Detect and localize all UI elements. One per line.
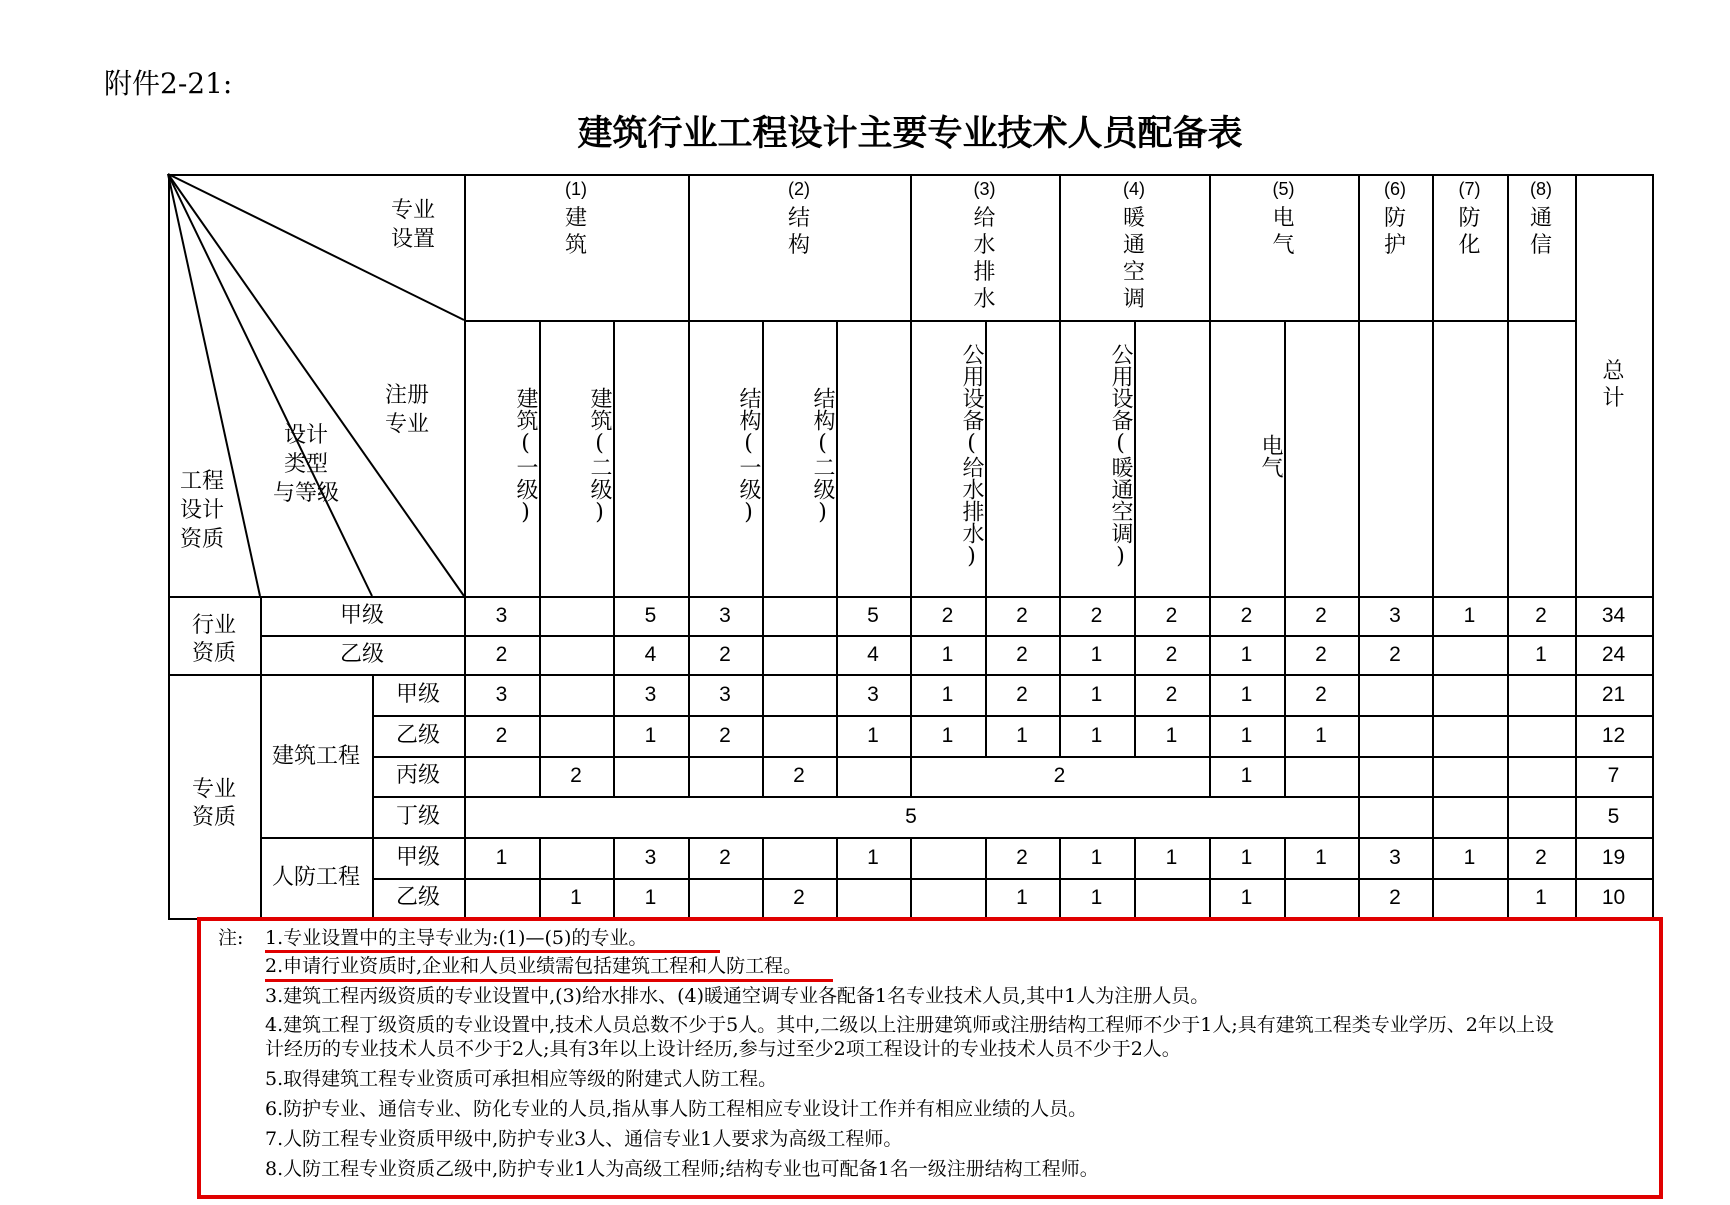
table-cell: 1	[644, 723, 657, 747]
table-cell: 2	[1389, 886, 1401, 909]
subcategory-divider	[372, 674, 374, 918]
note-item-3: 3.建筑工程丙级资质的专业设置中,(3)给水排水、(4)暖通空调专业各配备1名专业技术人员,其中1人为注册人员。	[265, 985, 1210, 1007]
table-cell: 3	[495, 603, 508, 627]
data-column-divider	[1507, 796, 1509, 837]
subheader-divider	[1507, 320, 1509, 596]
group-number-7: (7)	[1458, 179, 1481, 199]
group-number-1: (1)	[565, 179, 587, 199]
table-cell: 2	[1016, 603, 1028, 627]
industry-qualification-label: 行业 资质	[191, 613, 236, 666]
table-cell: 2	[1315, 682, 1327, 706]
data-column-divider	[613, 756, 615, 796]
grade-label: 甲级	[339, 602, 384, 628]
group-name-4: 暖 通 空 调	[1122, 206, 1145, 312]
data-column-divider	[1507, 674, 1509, 715]
table-cell: 1	[644, 886, 657, 909]
corner-specialty-setup-label: 专业 设置	[390, 198, 435, 252]
data-column-divider	[1358, 796, 1360, 837]
grade-label: 丙级	[395, 763, 440, 788]
table-cell: 1	[1165, 845, 1178, 869]
table-cell: 2	[1240, 603, 1253, 627]
note-item-7: 6.防护专业、通信专业、防化专业的人员,指从事人防工程相应专业设计工作并有相应业绩的人员。	[265, 1098, 1088, 1120]
data-column-divider	[762, 635, 764, 674]
data-column-divider	[1432, 878, 1434, 918]
table-cell: 1	[1090, 886, 1103, 909]
total-column-header: 总 计	[1602, 359, 1625, 411]
group-name-5: 电 气	[1272, 206, 1295, 258]
table-cell: 2	[941, 603, 954, 627]
table-cell: 2	[495, 723, 508, 747]
grade-label: 丁级	[395, 803, 440, 829]
subheader-divider	[1284, 320, 1286, 596]
data-column-divider	[539, 674, 541, 715]
table-cell: 1	[1240, 845, 1253, 869]
table-cell: 1	[1016, 723, 1028, 747]
table-cell: 2	[1315, 642, 1327, 666]
table-right-border	[1652, 174, 1654, 918]
specialty-qualification-label: 专业 资质	[191, 777, 236, 830]
data-column-divider	[836, 756, 838, 796]
subheader-divider	[985, 320, 987, 596]
table-cell: 1	[867, 845, 879, 869]
group-name-6: 防 护	[1383, 206, 1406, 258]
group-number-5: (5)	[1272, 179, 1295, 199]
subheader-9: 公用设备(暖通空调)	[1108, 343, 1133, 569]
subheader-4: 结构(一级)	[736, 387, 761, 525]
note-item-4: 4.建筑工程丁级资质的专业设置中,技术人员总数不少于5人。其中,二级以上注册建筑师或注册结构工程师不少于1人;具有建筑工程类专业学历、2年以上设	[265, 1014, 1554, 1036]
group-number-4: (4)	[1123, 179, 1145, 199]
data-column-divider	[539, 596, 541, 635]
note-item-1: 1.专业设置中的主导专业为:(1)—(5)的专业。	[265, 927, 648, 949]
data-column-divider	[910, 878, 912, 918]
data-column-divider	[464, 878, 466, 918]
table-cell: 1	[1240, 886, 1253, 909]
table-cell: 2	[1315, 603, 1327, 627]
data-column-divider	[1358, 715, 1360, 756]
subheader-divider	[1134, 320, 1136, 596]
data-column-divider	[688, 878, 690, 918]
table-cell: 2	[1090, 603, 1103, 627]
header-group-rule	[464, 320, 1575, 322]
group-name-8: 通 信	[1529, 206, 1552, 258]
data-column-divider	[836, 878, 838, 918]
page-title: 建筑行业工程设计主要专业技术人员配备表	[577, 114, 1243, 154]
total-cell: 10	[1601, 886, 1626, 909]
data-column-divider	[1432, 635, 1434, 674]
row-rule	[260, 837, 1652, 839]
row-rule	[372, 756, 1652, 758]
table-cell: 5	[905, 804, 917, 828]
subheader-divider	[836, 320, 838, 596]
red-underline	[265, 979, 833, 982]
subheader-divider	[1358, 320, 1360, 596]
total-cell: 19	[1601, 845, 1626, 869]
subheader-2: 建筑(二级)	[587, 387, 612, 525]
table-cell: 1	[1240, 682, 1253, 706]
total-cell: 7	[1607, 764, 1620, 787]
data-column-divider	[1134, 878, 1136, 918]
table-cell: 1	[570, 886, 582, 909]
table-cell: 2	[719, 642, 731, 666]
table-cell: 2	[1165, 682, 1178, 706]
table-cell: 2	[1389, 642, 1401, 666]
table-cell: 1	[495, 845, 508, 869]
total-cell: 24	[1601, 642, 1626, 666]
data-column-divider	[539, 715, 541, 756]
subheader-11: 电气	[1258, 434, 1283, 478]
corner-registered-specialty-label: 注册 专业	[384, 383, 429, 437]
data-column-divider	[1507, 715, 1509, 756]
table-cell: 3	[1389, 603, 1401, 627]
civil-defense-engineering-label: 人防工程	[271, 865, 360, 890]
data-column-divider	[1358, 756, 1360, 796]
table-cell: 1	[1090, 845, 1103, 869]
red-underline	[265, 950, 720, 953]
grade-label: 乙级	[395, 885, 440, 910]
table-cell: 3	[719, 682, 731, 706]
group-number-2: (2)	[788, 179, 810, 199]
subheader-divider	[613, 320, 615, 596]
table-cell: 3	[719, 603, 731, 627]
table-cell: 1	[1090, 723, 1103, 747]
group-number-6: (6)	[1384, 179, 1406, 199]
note-item-2: 2.申请行业资质时,企业和人员业绩需包括建筑工程和人防工程。	[265, 955, 803, 977]
data-column-divider	[1432, 796, 1434, 837]
total-cell: 5	[1607, 804, 1620, 828]
subheader-5: 结构(二级)	[810, 387, 835, 525]
grade-label: 甲级	[395, 681, 440, 707]
row-rule	[372, 878, 1652, 880]
attachment-label: 附件2-21:	[104, 67, 233, 100]
table-cell: 1	[867, 723, 879, 747]
table-cell: 2	[1016, 845, 1028, 869]
data-column-divider	[762, 715, 764, 756]
table-cell: 2	[570, 764, 582, 787]
table-cell: 5	[867, 603, 879, 627]
corner-design-type-label: 设计 类型 与等级	[272, 423, 339, 506]
table-cell: 2	[1016, 642, 1028, 666]
table-cell: 1	[941, 682, 954, 706]
group-number-3: (3)	[973, 179, 996, 199]
table-cell: 3	[867, 682, 879, 706]
group-name-1: 建 筑	[564, 206, 587, 258]
table-cell: 2	[1053, 764, 1066, 787]
note-item-5: 计经历的专业技术人员不少于2人;具有3年以上设计经历,参与过至少2项工程设计的专业技术人员不少于2人。	[265, 1038, 1181, 1060]
row-rule	[372, 796, 1652, 798]
table-cell: 1	[941, 723, 954, 747]
table-cell: 1	[1315, 723, 1327, 747]
table-cell: 3	[495, 682, 508, 706]
corner-qualification-label: 工程 设计 资质	[179, 469, 224, 552]
table-cell: 2	[495, 642, 508, 666]
data-column-divider	[1358, 674, 1360, 715]
group-name-7: 防 化	[1458, 206, 1481, 258]
data-column-divider	[1432, 674, 1434, 715]
table-cell: 1	[1090, 642, 1103, 666]
note-item-8: 7.人防工程专业资质甲级中,防护专业3人、通信专业1人要求为高级工程师。	[265, 1128, 903, 1150]
table-cell: 1	[1240, 723, 1253, 747]
group-name-3: 给 水 排 水	[973, 206, 996, 312]
table-cell: 2	[793, 886, 805, 909]
note-item-9: 8.人防工程专业资质乙级中,防护专业1人为高级工程师;结构专业也可配备1名一级注册结构工程师。	[265, 1158, 1099, 1180]
group-number-8: (8)	[1530, 179, 1552, 199]
row-rule	[260, 635, 1652, 637]
subheader-divider	[1432, 320, 1434, 596]
table-cell: 2	[1165, 603, 1178, 627]
table-cell: 3	[1389, 845, 1401, 869]
table-cell: 1	[1315, 845, 1327, 869]
table-cell: 1	[1090, 682, 1103, 706]
notes-prefix: 注:	[218, 927, 244, 949]
grade-label: 乙级	[339, 641, 384, 667]
table-cell: 2	[793, 764, 805, 787]
data-column-divider	[688, 756, 690, 796]
data-column-divider	[1284, 756, 1286, 796]
table-cell: 1	[1463, 603, 1476, 627]
table-cell: 2	[1165, 642, 1178, 666]
data-column-divider	[762, 837, 764, 878]
total-cell: 21	[1601, 682, 1626, 706]
table-cell: 1	[1463, 845, 1476, 869]
total-cell: 34	[1601, 603, 1626, 627]
table-cell: 1	[1240, 764, 1253, 787]
data-column-divider	[1432, 756, 1434, 796]
data-column-divider	[762, 674, 764, 715]
table-cell: 1	[1535, 886, 1547, 909]
total-cell: 12	[1601, 723, 1626, 747]
table-cell: 2	[1535, 845, 1547, 869]
data-column-divider	[539, 837, 541, 878]
grade-label: 甲级	[395, 844, 440, 870]
architecture-engineering-label: 建筑工程	[271, 744, 360, 769]
subheader-1: 建筑(一级)	[513, 387, 538, 525]
table-cell: 3	[644, 682, 657, 706]
data-column-divider	[1432, 715, 1434, 756]
table-cell: 1	[1535, 642, 1547, 666]
table-cell: 5	[644, 603, 657, 627]
table-cell: 1	[941, 642, 954, 666]
table-cell: 2	[719, 845, 731, 869]
group-name-2: 结 构	[787, 206, 810, 258]
table-cell: 3	[644, 845, 657, 869]
data-column-divider	[762, 596, 764, 635]
table-cell: 1	[1240, 642, 1253, 666]
table-cell: 1	[1016, 886, 1028, 909]
data-column-divider	[539, 635, 541, 674]
row-rule	[372, 715, 1652, 717]
data-column-divider	[464, 756, 466, 796]
data-column-divider	[1284, 878, 1286, 918]
note-item-6: 5.取得建筑工程专业资质可承担相应等级的附建式人防工程。	[265, 1068, 778, 1090]
table-cell: 2	[719, 723, 731, 747]
grade-label: 乙级	[395, 722, 440, 748]
table-cell: 1	[1165, 723, 1178, 747]
table-cell: 2	[1535, 603, 1547, 627]
subheader-7: 公用设备(给水排水)	[959, 343, 984, 569]
data-column-divider	[910, 837, 912, 878]
table-cell: 4	[644, 642, 657, 666]
data-column-divider	[1507, 756, 1509, 796]
table-cell: 2	[1016, 682, 1028, 706]
table-cell: 4	[867, 642, 879, 666]
